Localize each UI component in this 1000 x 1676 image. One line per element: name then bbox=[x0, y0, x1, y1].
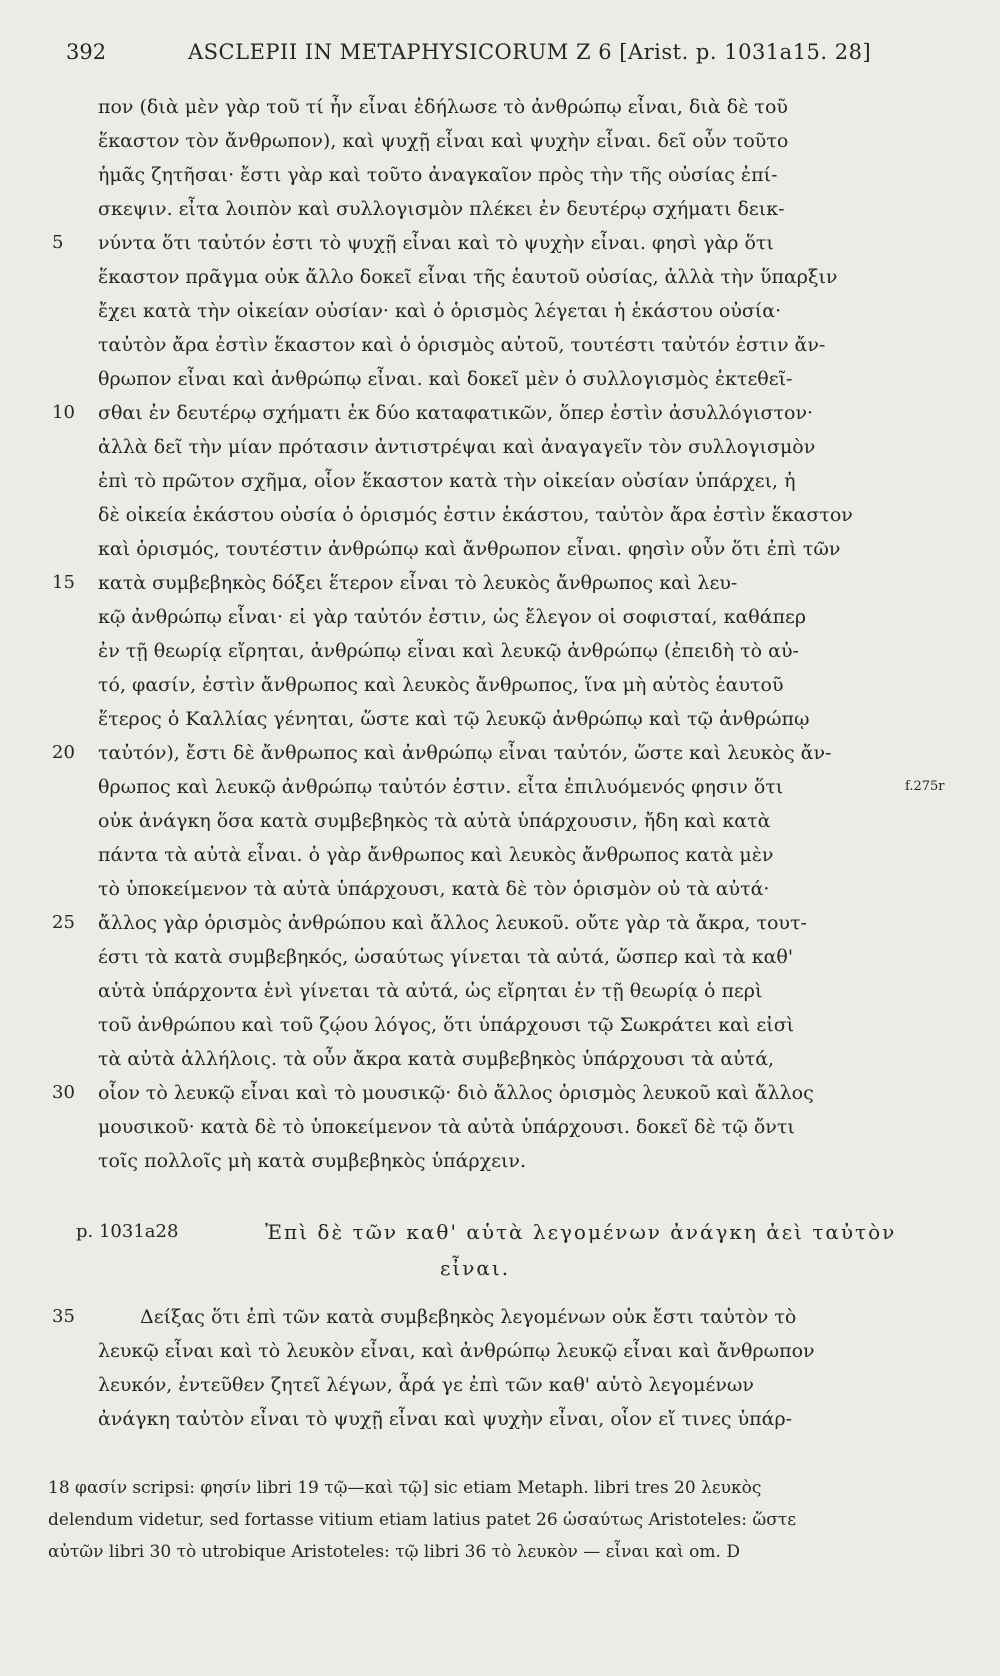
text-line: θρωπον εἶναι καὶ ἀνθρώπῳ εἶναι. καὶ δοκεῖ μὲν ὁ συλλογισμὸς ἐκτεθεῖ- bbox=[98, 368, 793, 390]
text-line: τὸ ὑποκείμενον τὰ αὐτὰ ὑπάρχουσι, κατὰ δὲ τὸν ὁρισμὸν οὐ τὰ αὐτά· bbox=[98, 878, 770, 900]
text-line: τοῖς πολλοῖς μὴ κατὰ συμβεβηκὸς ὑπάρχειν. bbox=[98, 1150, 527, 1172]
line-number: 15 bbox=[52, 572, 75, 593]
lemma-line: εἶναι. bbox=[440, 1256, 511, 1280]
lemma-reference: p. 1031a28 bbox=[76, 1221, 179, 1242]
footnote-line: delendum videtur, sed fortasse vitium etiam latius patet 26 ὡσαύτως Aristoteles: ὥστε bbox=[48, 1510, 797, 1530]
text-line: λευκῷ εἶναι καὶ τὸ λευκὸν εἶναι, καὶ ἀνθρώπῳ λευκῷ εἶναι καὶ ἄνθρωπον bbox=[98, 1340, 815, 1362]
line-number: 25 bbox=[52, 912, 75, 933]
text-line: θρωπος καὶ λευκῷ ἀνθρώπῳ ταὐτόν ἐστιν. εἶτα ἐπιλυόμενός φησιν ὅτι bbox=[98, 776, 784, 798]
text-line: πον (διὰ μὲν γὰρ τοῦ τί ἦν εἶναι ἐδήλωσε τὸ ἀνθρώπῳ εἶναι, διὰ δὲ τοῦ bbox=[98, 96, 788, 118]
text-line: ταὐτόν), ἔστι δὲ ἄνθρωπος καὶ ἀνθρώπῳ εἶναι ταὐτόν, ὥστε καὶ λευκὸς ἄν- bbox=[98, 742, 832, 764]
text-line: νύντα ὅτι ταὐτόν ἐστι τὸ ψυχῇ εἶναι καὶ τὸ ψυχὴν εἶναι. φησὶ γὰρ ὅτι bbox=[98, 232, 774, 254]
text-line: οἷον τὸ λευκῷ εἶναι καὶ τὸ μουσικῷ· διὸ ἄλλος ὁρισμὸς λευκοῦ καὶ ἄλλος bbox=[98, 1082, 814, 1104]
lemma-line: Ἐπὶ δὲ τῶν καθ' αὑτὰ λεγομένων ἀνάγκη ἀεὶ ταὐτὸν bbox=[265, 1220, 897, 1244]
text-line: πάντα τὰ αὐτὰ εἶναι. ὁ γὰρ ἄνθρωπος καὶ λευκὸς ἄνθρωπος κατὰ μὲν bbox=[98, 844, 774, 866]
folio-margin-note: f.275r bbox=[905, 779, 945, 794]
text-line: ἕκαστον πρᾶγμα οὐκ ἄλλο δοκεῖ εἶναι τῆς ἑαυτοῦ οὐσίας, ἀλλὰ τὴν ὕπαρξιν bbox=[98, 266, 838, 288]
footnote-line: 18 φασίν scripsi: φησίν libri 19 τῷ—καὶ τῷ] sic etiam Metaph. libri tres 20 λευκὸς bbox=[48, 1478, 762, 1498]
text-line: τοῦ ἀνθρώπου καὶ τοῦ ζῴου λόγος, ὅτι ὑπάρχουσι τῷ Σωκράτει καὶ εἰσὶ bbox=[98, 1014, 795, 1036]
running-head: ASCLEPII IN METAPHYSICORUM Z 6 [Arist. p. 1031a15. 28] bbox=[188, 40, 872, 64]
text-line: ἕτερος ὁ Καλλίας γένηται, ὥστε καὶ τῷ λευκῷ ἀνθρώπῳ καὶ τῷ ἀνθρώπῳ bbox=[98, 708, 810, 730]
page-header bbox=[0, 30, 1000, 70]
text-line: οὐκ ἀνάγκη ὅσα κατὰ συμβεβηκὸς τὰ αὐτὰ ὑπάρχουσιν, ἤδη καὶ κατὰ bbox=[98, 810, 771, 832]
text-line: Δείξας ὅτι ἐπὶ τῶν κατὰ συμβεβηκὸς λεγομένων οὐκ ἔστι ταὐτὸν τὸ bbox=[140, 1306, 797, 1328]
text-line: σθαι ἐν δευτέρῳ σχήματι ἐκ δύο καταφατικῶν, ὅπερ ἐστὶν ἀσυλλόγιστον· bbox=[98, 402, 814, 424]
text-line: κῷ ἀνθρώπῳ εἶναι· εἰ γὰρ ταὐτόν ἐστιν, ὡς ἔλεγον οἱ σοφισταί, καθάπερ bbox=[98, 606, 807, 628]
text-line: δὲ οἰκεία ἑκάστου οὐσία ὁ ὁρισμός ἐστιν ἑκάστου, ταὐτὸν ἄρα ἐστὶν ἕκαστον bbox=[98, 504, 853, 526]
text-line: σκεψιν. εἶτα λοιπὸν καὶ συλλογισμὸν πλέκει ἐν δευτέρῳ σχήματι δεικ- bbox=[98, 198, 785, 220]
line-number: 10 bbox=[52, 402, 75, 423]
text-line: ἀλλὰ δεῖ τὴν μίαν πρότασιν ἀντιστρέψαι καὶ ἀναγαγεῖν τὸν συλλογισμὸν bbox=[98, 436, 816, 458]
text-line: τό, φασίν, ἐστὶν ἄνθρωπος καὶ λευκὸς ἄνθρωπος, ἵνα μὴ αὐτὸς ἑαυτοῦ bbox=[98, 674, 784, 696]
text-line: μουσικοῦ· κατὰ δὲ τὸ ὑποκείμενον τὰ αὐτὰ ὑπάρχουσι. δοκεῖ δὲ τῷ ὄντι bbox=[98, 1116, 795, 1138]
text-line: ἄλλος γὰρ ὁρισμὸς ἀνθρώπου καὶ ἄλλος λευκοῦ. οὔτε γὰρ τὰ ἄκρα, τουτ- bbox=[98, 912, 807, 934]
text-line: ἡμᾶς ζητῆσαι· ἔστι γὰρ καὶ τοῦτο ἀναγκαῖον πρὸς τὴν τῆς οὐσίας ἐπί- bbox=[98, 164, 778, 186]
line-number: 30 bbox=[52, 1082, 75, 1103]
text-line: έστι τὰ κατὰ συμβεβηκός, ὡσαύτως γίνεται τὰ αὐτά, ὥσπερ καὶ τὰ καθ' bbox=[98, 946, 794, 968]
line-number: 5 bbox=[52, 232, 64, 253]
text-line: κατὰ συμβεβηκὸς δόξει ἕτερον εἶναι τὸ λευκὸς ἄνθρωπος καὶ λευ- bbox=[98, 572, 738, 594]
text-line: ἀνάγκη ταὐτὸν εἶναι τὸ ψυχῇ εἶναι καὶ ψυχὴν εἶναι, οἷον εἴ τινες ὑπάρ- bbox=[98, 1408, 793, 1430]
line-number: 20 bbox=[52, 742, 75, 763]
page-number: 392 bbox=[66, 40, 107, 64]
text-line: λευκόν, ἐντεῦθεν ζητεῖ λέγων, ἆρά γε ἐπὶ τῶν καθ' αὑτὸ λεγομένων bbox=[98, 1374, 754, 1396]
footnote-line: αὐτῶν libri 30 τὸ utrobique Aristoteles: τῷ libri 36 τὸ λευκὸν — εἶναι καὶ om. D bbox=[48, 1542, 740, 1562]
text-line: ἔχει κατὰ τὴν οἰκείαν οὐσίαν· καὶ ὁ ὁρισμὸς λέγεται ἡ ἑκάστου οὐσία· bbox=[98, 300, 782, 322]
text-line: ταὐτὸν ἄρα ἐστὶν ἕκαστον καὶ ὁ ὁρισμὸς αὐτοῦ, τουτέστι ταὐτόν ἐστιν ἄν- bbox=[98, 334, 826, 356]
text-line: ἐν τῇ θεωρίᾳ εἴρηται, ἀνθρώπῳ εἶναι καὶ λευκῷ ἀνθρώπῳ (ἐπειδὴ τὸ αὐ- bbox=[98, 640, 799, 662]
text-line: ἐπὶ τὸ πρῶτον σχῆμα, οἷον ἕκαστον κατὰ τὴν οἰκείαν οὐσίαν ὑπάρχει, ἡ bbox=[98, 470, 796, 492]
text-line: τὰ αὐτὰ ἀλλήλοις. τὰ οὖν ἄκρα κατὰ συμβεβηκὸς ὑπάρχουσι τὰ αὐτά, bbox=[98, 1048, 775, 1070]
text-line: αὑτὰ ὑπάρχοντα ἑνὶ γίνεται τὰ αὐτά, ὡς εἴρηται ἐν τῇ θεωρίᾳ ὁ περὶ bbox=[98, 980, 763, 1002]
line-number: 35 bbox=[52, 1306, 75, 1327]
text-line: καὶ ὁρισμός, τουτέστιν ἀνθρώπῳ καὶ ἄνθρωπον εἶναι. φησὶν οὖν ὅτι ἐπὶ τῶν bbox=[98, 538, 841, 560]
text-line: ἕκαστον τὸν ἄνθρωπον), καὶ ψυχῇ εἶναι καὶ ψυχὴν εἶναι. δεῖ οὖν τοῦτο bbox=[98, 130, 789, 152]
